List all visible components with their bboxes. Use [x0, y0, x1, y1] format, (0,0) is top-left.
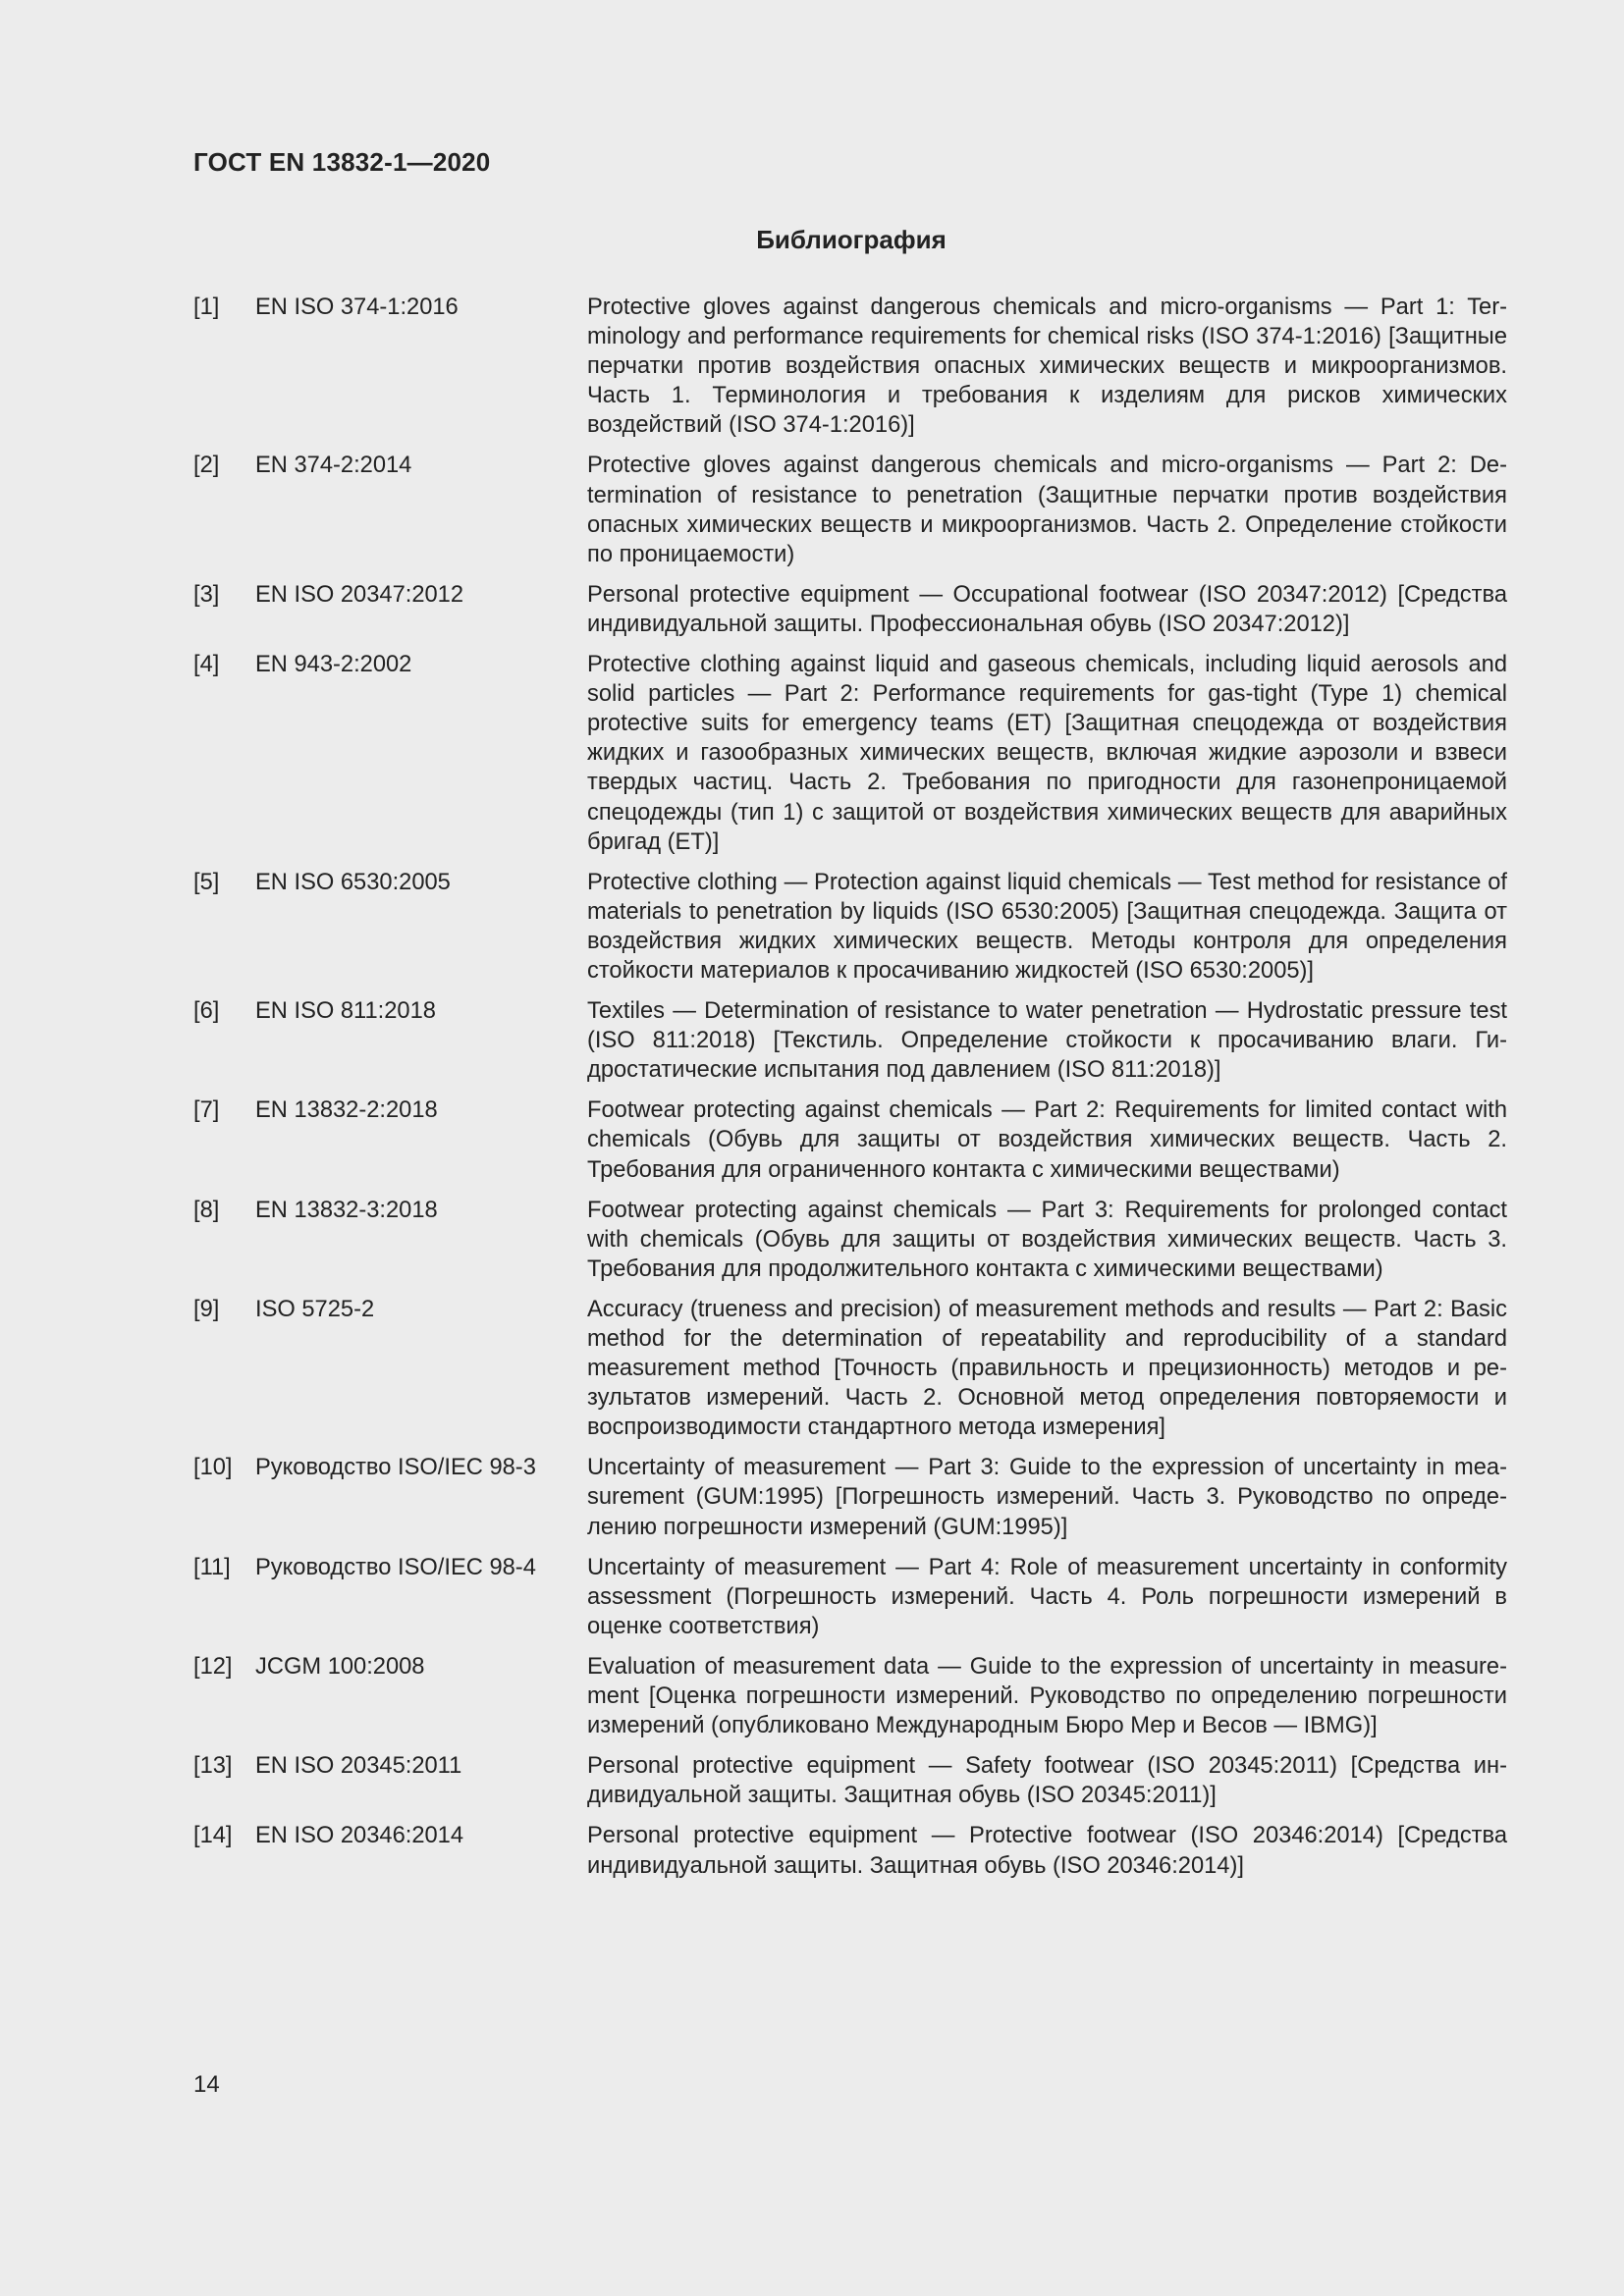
bibliography-entry	[193, 1196, 1507, 1284]
entry-number: [2]	[193, 453, 220, 479]
bibliography-entry	[193, 1095, 1507, 1184]
entry-designation: EN ISO 811:2018	[255, 998, 436, 1025]
entry-number: [4]	[193, 652, 220, 678]
entry-number: [14]	[193, 1823, 233, 1849]
entry-title: Personal protective equipment — Protective footwear (ISO 20346:2014) [Средства индивидуальной защиты. Защитная обувь (ISO 20346:2014)]	[587, 1823, 1507, 1879]
bibliography-entry	[193, 1751, 1507, 1810]
bibliography-entry	[193, 868, 1507, 986]
entry-designation: EN 943-2:2002	[255, 652, 412, 678]
entry-title: Protective clothing — Protection against liquid chemicals — Test method for resistance of materials to penetration by liquids (ISO 6530:2005) [Защитная спецодежда. Защита от воздействия жидких химических веществ. Методы контроля для определения стойкости материалов к просачиванию жидкостей (ISO 6530:2005)]	[587, 869, 1507, 984]
entry-number: [13]	[193, 1753, 233, 1780]
entry-designation: JCGM 100:2008	[255, 1653, 425, 1680]
bibliography-entry	[193, 1821, 1507, 1880]
entry-title: Footwear protecting against chemicals — Part 3: Requirements for prolonged contact with chemicals (Обувь для защиты от воздействия химических веществ. Часть 3. Требования для продолжительного контакта с химическими веществами)	[587, 1197, 1507, 1282]
entry-title: Personal protective equipment — Occupational footwear (ISO 20347:2012) [Средства индивидуальной защиты. Профессиональная обувь (ISO 20347:2012)]	[587, 581, 1507, 637]
bibliography-entry	[193, 580, 1507, 639]
bibliography-entry	[193, 1652, 1507, 1740]
bibliography-entry	[193, 996, 1507, 1085]
entry-designation: EN ISO 20346:2014	[255, 1823, 464, 1849]
entry-number: [11]	[193, 1554, 231, 1580]
entry-number: [7]	[193, 1097, 220, 1124]
entry-designation: EN ISO 20347:2012	[255, 581, 464, 608]
entry-title: Uncertainty of measurement — Part 4: Role of measurement uncertainty in conformity assessment (Погрешность измерений. Часть 4. Роль погрешности измерений в оценке соответствия)	[587, 1554, 1507, 1639]
entry-title: Footwear protecting against chemicals — Part 2: Requirements for limited contact with chemicals (Обувь для защиты от воздействия химических веществ. Часть 2. Требования для ограниченного контакта с химическими веществами)	[587, 1097, 1507, 1183]
entry-number: [1]	[193, 294, 220, 320]
bibliography-entry	[193, 1295, 1507, 1442]
entry-designation: EN ISO 374-1:2016	[255, 294, 459, 320]
entry-designation: EN 13832-3:2018	[255, 1197, 438, 1223]
bibliography-entry	[193, 1553, 1507, 1641]
entry-number: [5]	[193, 869, 220, 895]
entry-title: Personal protective equipment — Safety footwear (ISO 20345:2011) [Средства индивидуальной защиты. Защитная обувь (ISO 20345:2011)]	[587, 1753, 1507, 1809]
standard-designation: ГОСТ EN 13832-1—2020	[193, 147, 491, 177]
bibliography-entry	[193, 1453, 1507, 1541]
bibliography-entry	[193, 650, 1507, 857]
entry-title: Uncertainty of measurement — Part 3: Guide to the expression of uncertainty in measurement (GUM:1995) [Погрешность измерений. Часть 3. Руководство по определению погрешности измерений (GUM:1995)]	[587, 1455, 1507, 1540]
entry-designation: EN ISO 6530:2005	[255, 869, 451, 895]
entry-number: [12]	[193, 1653, 233, 1680]
entry-title: Protective gloves against dangerous chemicals and micro-organisms — Part 1: Terminology and performance requirements for chemical risks (ISO 374-1:2016) [Защитные перчатки против воздействия опасных химических веществ и микроорганизмов. Часть 1. Терминология и требования к изделиям для рисков химических воздействий (ISO 374-1:2016)]	[587, 294, 1507, 439]
bibliography-entry	[193, 451, 1507, 568]
entry-number: [9]	[193, 1296, 220, 1322]
entry-designation: Руководство ISO/IEC 98-4	[255, 1554, 536, 1580]
entry-designation: Руководство ISO/IEC 98-3	[255, 1455, 536, 1481]
entry-title: Protective gloves against dangerous chemicals and micro-organisms — Part 2: Determination of resistance to penetration (Защитные перчатки против воздействия опасных химических веществ и микроорганизмов. Часть 2. Определение стойкости по проницаемости)	[587, 453, 1507, 567]
entry-number: [3]	[193, 581, 220, 608]
bibliography-list	[193, 293, 1507, 1881]
page-number: 14	[193, 2071, 220, 2098]
entry-title: Evaluation of measurement data — Guide to the expression of uncertainty in measurement [Оценка погрешности измерений. Руководство по определению погрешности измерений (опубликовано Международным Бюро Мер и Весов — IBMG)]	[587, 1653, 1507, 1739]
entry-designation: EN 13832-2:2018	[255, 1097, 438, 1124]
entry-designation: EN ISO 20345:2011	[255, 1753, 462, 1780]
entry-title: Accuracy (trueness and precision) of measurement methods and results — Part 2: Basic method for the determination of repeatability and reproducibility of a standard measurement method [Точность (правильность и прецизионность) методов и результатов измерений. Часть 2. Основной метод определения повторяемости и воспроизводимости стандартного метода измерения]	[587, 1296, 1507, 1441]
entry-designation: ISO 5725-2	[255, 1296, 375, 1322]
entry-title: Textiles — Determination of resistance to water penetration — Hydrostatic pressure test (ISO 811:2018) [Текстиль. Определение стойкости к просачиванию влаги. Гидростатические испытания под давлением (ISO 811:2018)]	[587, 998, 1507, 1084]
entry-number: [6]	[193, 998, 220, 1025]
entry-number: [8]	[193, 1197, 220, 1223]
entry-number: [10]	[193, 1455, 233, 1481]
entry-title: Protective clothing against liquid and gaseous chemicals, including liquid aerosols and solid particles — Part 2: Performance requirements for gas-tight (Type 1) chemical protective suits for emergency teams (ET) [Защитная спецодежда от воздействия жидких и газообразных химических веществ, включая жидкие аэрозоли и взвеси твердых частиц. Часть 2. Требования по пригодности для газонепроницаемой спецодежды (тип 1) с защитой от воздействия химических веществ для аварийных бригад (ET)]	[587, 652, 1507, 855]
bibliography-entry	[193, 293, 1507, 440]
section-title: Библиография	[756, 225, 947, 254]
entry-designation: EN 374-2:2014	[255, 453, 412, 479]
